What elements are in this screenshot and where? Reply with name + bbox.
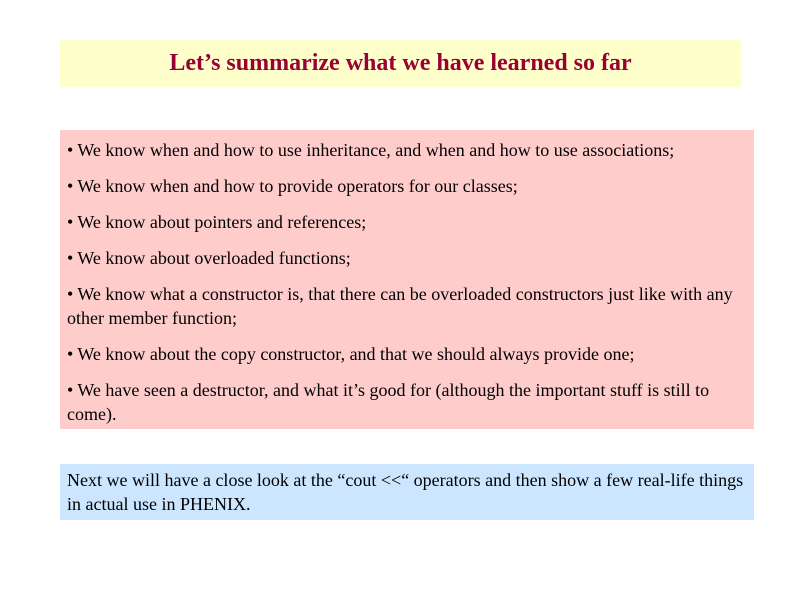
bullet-icon: • [67, 284, 74, 304]
summary-item [67, 342, 748, 366]
summary-item-text: We know when and how to provide operators for our classes; [77, 176, 518, 196]
slide-title: Let’s summarize what we have learned so far [169, 50, 632, 76]
bullet-icon: • [67, 248, 74, 268]
summary-item [67, 210, 748, 234]
summary-item-text: We have seen a destructor, and what it’s good for (although the important stuff is still to come). [67, 380, 710, 424]
summary-panel [60, 130, 754, 429]
summary-item [67, 282, 748, 330]
summary-item [67, 174, 748, 198]
summary-item-text: We know what a constructor is, that there can be overloaded constructors just like with any other member function; [67, 284, 733, 328]
summary-item-text: We know when and how to use inheritance, and when and how to use associations; [77, 140, 675, 160]
summary-item [67, 246, 748, 270]
bullet-icon: • [67, 140, 74, 160]
title-banner [60, 40, 741, 87]
summary-item [67, 378, 748, 426]
summary-item-text: We know about pointers and references; [77, 212, 367, 232]
next-steps-panel [60, 464, 754, 520]
next-steps-text: Next we will have a close look at the “cout <<“ operators and then show a few real-life things in actual use in PHENIX. [67, 470, 744, 514]
bullet-icon: • [67, 212, 74, 232]
bullet-icon: • [67, 176, 74, 196]
summary-item-text: We know about overloaded functions; [77, 248, 351, 268]
summary-item-text: We know about the copy constructor, and that we should always provide one; [77, 344, 635, 364]
summary-item [67, 138, 748, 162]
bullet-icon: • [67, 344, 74, 364]
bullet-icon: • [67, 380, 74, 400]
